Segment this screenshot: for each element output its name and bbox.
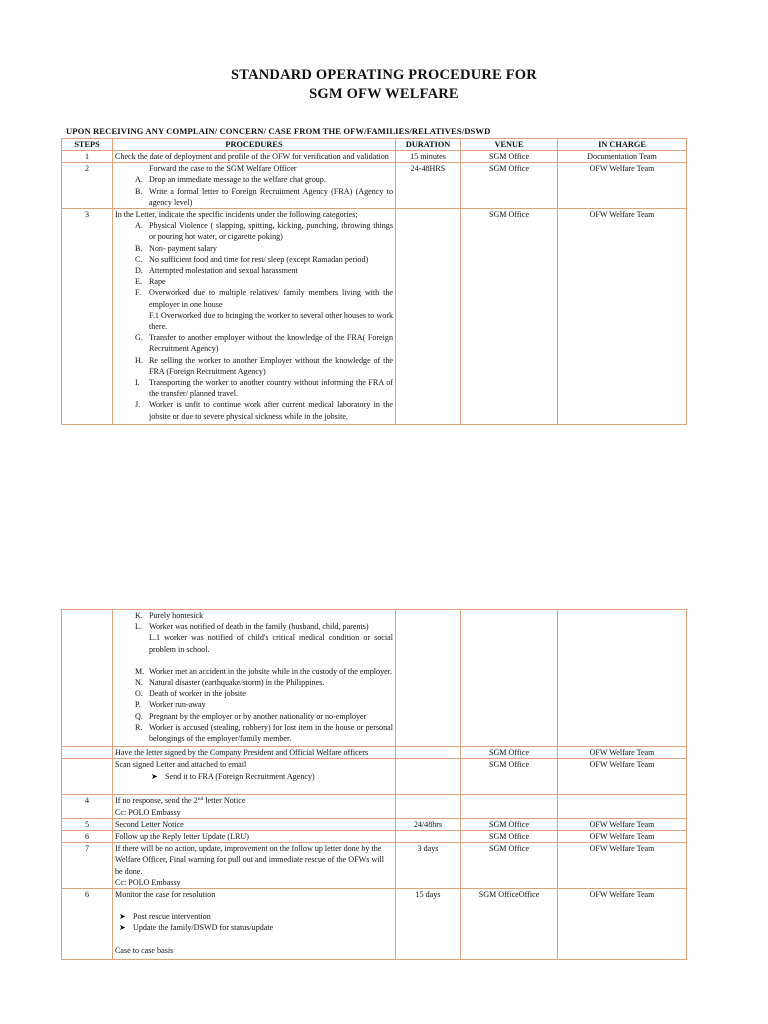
in-charge-cell: OFW Welfare Team — [558, 163, 687, 209]
step-cell: 2 — [62, 163, 113, 209]
duration-cell — [396, 759, 461, 795]
step-cell — [62, 747, 113, 759]
procedure-cell — [113, 163, 396, 209]
list-item-marker: E. — [135, 277, 142, 287]
list-item-text: Worker is unfit to continue work after current medical laboratory in the jobsite or due to severe physical sickness while in the jobsite. — [149, 400, 393, 421]
list-item-text: Transfer to another employer without the knowledge of the FRA( Foreign Recruitment Agency) — [149, 333, 393, 354]
in-charge-cell: OFW Welfare Team — [558, 759, 687, 795]
list-item-text: Worker was notified of death in the family (husband, child, parents) — [149, 622, 369, 632]
procedure-subitem — [115, 922, 393, 933]
sop-table-part2 — [61, 609, 687, 960]
table-row — [62, 795, 687, 818]
cc-line: Cc: POLO Embassy — [115, 807, 181, 817]
list-item-text: Death of worker in the jobsite — [149, 689, 246, 699]
list-item — [135, 186, 393, 208]
list-item-marker: P. — [135, 700, 141, 710]
list-subnote: F.1 Overworked due to bringing the worker to several other houses to work there. — [149, 310, 393, 332]
in-charge-cell — [558, 795, 687, 818]
venue-cell — [461, 610, 558, 747]
procedure-subitem — [115, 911, 393, 922]
procedure-text — [115, 795, 393, 806]
list-item-marker: C. — [135, 254, 143, 264]
procedure-subitem-text: Update the family/DSWD for status/update — [133, 923, 274, 933]
list-item-marker: Q. — [135, 711, 143, 721]
procedure-text: If there will be no action, update, improvement on the follow up letter done by the Welfare Officer, Final warning for pull out and immediate rescue of the OFWs will be done. — [115, 844, 385, 876]
procedure-intro: In the Letter, indicate the specific incidents under the following categories; — [115, 210, 358, 220]
list-item — [135, 377, 393, 399]
list-item-text: Rape — [149, 277, 166, 287]
in-charge-cell: OFW Welfare Team — [558, 843, 687, 889]
duration-cell — [396, 610, 461, 747]
step-cell: 5 — [62, 818, 113, 830]
step-cell — [62, 759, 113, 795]
list-item — [135, 254, 393, 265]
list-item-text: Drop an immediate message to the welfare chat group. — [149, 175, 326, 185]
in-charge-cell: OFW Welfare Team — [558, 747, 687, 759]
in-charge-cell: OFW Welfare Team — [558, 831, 687, 843]
list-item — [135, 722, 393, 744]
procedure-cell — [113, 610, 396, 747]
in-charge-cell — [558, 610, 687, 747]
list-item-marker: G. — [135, 333, 143, 343]
list-item-text: Overworked due to multiple relatives/ family members living with the employer in one house — [149, 288, 393, 309]
list-item-text: Natural disaster (earthquake/storm) in the Philippines. — [149, 678, 325, 688]
table-row — [62, 818, 687, 830]
list-item — [135, 174, 393, 185]
header-steps: STEPS — [62, 139, 113, 151]
table-row — [62, 831, 687, 843]
duration-cell — [396, 747, 461, 759]
list-item-marker: R. — [135, 722, 143, 732]
procedure-subitem-text: Post rescue intervention — [133, 912, 211, 922]
sop-table-part1 — [61, 138, 687, 425]
duration-cell — [396, 831, 461, 843]
list-item-marker: F. — [135, 288, 141, 298]
procedure-footer: Case to case basis — [115, 945, 174, 955]
incident-category-list — [115, 220, 393, 422]
in-charge-cell: Documentation Team — [558, 151, 687, 163]
list-item-marker: L. — [135, 622, 142, 632]
procedure-cell — [113, 889, 396, 960]
page-title-line2: SGM OFW WELFARE — [309, 86, 459, 102]
procedure-cell: Have the letter signed by the Company President and Official Welfare officers — [113, 747, 396, 759]
list-item-text: Pregnant by the employer or by another nationality or no-employer — [149, 711, 367, 721]
venue-cell: SGM Office — [461, 151, 558, 163]
list-subnote: L.1 worker was notified of child's critical medical condition or social problem in school. — [149, 633, 393, 654]
venue-cell: SGM Office — [461, 843, 558, 889]
venue-cell: SGM OfficeOffice — [461, 889, 558, 960]
list-item-text: Physical Violence ( slapping, spitting, kicking, punching, throwing things or pouring hot water, or cigarette poking) — [149, 221, 393, 242]
list-item — [135, 610, 393, 621]
duration-cell: 3 days — [396, 843, 461, 889]
ordinal-superscript: nd — [197, 796, 204, 803]
list-item-marker: B. — [135, 186, 143, 196]
in-charge-cell: OFW Welfare Team — [558, 209, 687, 425]
list-item — [135, 265, 393, 276]
list-item-text: Worker met an accident in the jobsite while in the custody of the employer. — [149, 666, 392, 676]
duration-cell: 15 days — [396, 889, 461, 960]
list-item — [135, 355, 393, 377]
list-item — [135, 666, 393, 677]
list-item-marker: N. — [135, 678, 143, 688]
list-item — [135, 621, 393, 632]
step-cell: 1 — [62, 151, 113, 163]
list-item — [135, 399, 393, 421]
duration-cell: 24-48HRS — [396, 163, 461, 209]
duration-cell — [396, 795, 461, 818]
list-item-marker: J. — [135, 400, 141, 410]
in-charge-cell: OFW Welfare Team — [558, 889, 687, 960]
arrow-bullet-icon: ➤ — [119, 912, 126, 922]
list-item-marker: B. — [135, 243, 143, 253]
header-procedures: PROCEDURES — [113, 139, 396, 151]
table-row — [62, 747, 687, 759]
list-item-text: Re selling the worker to another Employer without the knowledge of the FRA (Foreign Recruitment Agency) — [149, 355, 393, 376]
list-item — [135, 677, 393, 688]
duration-cell — [396, 209, 461, 425]
arrow-bullet-icon: ➤ — [119, 923, 126, 933]
procedure-text-part: letter Notice — [203, 796, 246, 806]
incident-category-list-continued — [115, 610, 393, 744]
venue-cell: SGM Office — [461, 747, 558, 759]
list-item-marker: A. — [135, 175, 143, 185]
table-row — [62, 843, 687, 889]
list-item — [135, 220, 393, 242]
step-cell: 4 — [62, 795, 113, 818]
venue-cell — [461, 795, 558, 818]
list-item — [135, 699, 393, 710]
step-cell: 7 — [62, 843, 113, 889]
procedure-subitem-text: Send it to FRA (Foreign Recruitment Agency) — [165, 771, 315, 781]
in-charge-cell: OFW Welfare Team — [558, 818, 687, 830]
table-row — [62, 759, 687, 795]
procedure-cell — [113, 209, 396, 425]
table-row — [62, 610, 687, 747]
procedure-cell — [113, 759, 396, 795]
venue-cell: SGM Office — [461, 759, 558, 795]
procedure-text: Monitor the case for resolution — [115, 890, 216, 900]
procedure-cell: Follow up the Reply letter Update (LRU) — [113, 831, 396, 843]
table-header-row — [62, 139, 687, 151]
procedure-cell: Check the date of deployment and profile of the OFW for verification and validation — [113, 151, 396, 163]
list-item — [135, 287, 393, 309]
list-item-text: Attempted molestation and sexual harassment — [149, 266, 298, 276]
venue-cell: SGM Office — [461, 831, 558, 843]
procedure-text-part: If no response, send the 2 — [115, 796, 198, 806]
duration-cell: 15 minutes — [396, 151, 461, 163]
venue-cell: SGM Office — [461, 163, 558, 209]
list-item-marker: K. — [135, 611, 143, 620]
step-cell — [62, 610, 113, 747]
procedure-intro: Forward the case to the SGM Welfare Officer — [149, 164, 297, 174]
list-item-text: Worker run-away — [149, 700, 206, 710]
header-venue: VENUE — [461, 139, 558, 151]
list-item-text: Purely homesick — [149, 611, 204, 620]
page-title-line1: STANDARD OPERATING PROCEDURE FOR — [231, 67, 537, 83]
list-item-text: Non- payment salary — [149, 243, 217, 253]
list-item — [135, 332, 393, 354]
procedure-cell: Second Letter Notice — [113, 818, 396, 830]
list-item-marker: A. — [135, 221, 143, 231]
table-row — [62, 209, 687, 425]
cc-line: Cc: POLO Embassy — [115, 877, 181, 887]
header-duration: DURATION — [396, 139, 461, 151]
list-item-text: Write a formal letter to Foreign Recruitment Agency (FRA) (Agency to agency level) — [149, 186, 393, 207]
venue-cell: SGM Office — [461, 818, 558, 830]
list-item-marker: I. — [135, 378, 140, 388]
list-item-marker: H. — [135, 355, 143, 365]
duration-cell: 24/48hrs — [396, 818, 461, 830]
step-cell: 6 — [62, 831, 113, 843]
list-item — [135, 276, 393, 287]
table-row — [62, 163, 687, 209]
list-item — [135, 688, 393, 699]
procedure-text: Scan signed Letter and attached to email — [115, 760, 247, 770]
arrow-bullet-icon: ➤ — [151, 771, 158, 781]
list-item-marker: D. — [135, 266, 143, 276]
list-item — [135, 243, 393, 254]
step-cell: 6 — [62, 889, 113, 960]
list-item-text: Transporting the worker to another country without informing the FRA of the transfer/ planned travel. — [149, 378, 393, 399]
list-item — [135, 711, 393, 722]
list-item-text: No sufficient food and time for rest/ sleep (except Ramadan period) — [149, 254, 369, 264]
step-cell: 3 — [62, 209, 113, 425]
table-row — [62, 151, 687, 163]
header-in-charge: IN CHARGE — [558, 139, 687, 151]
list-item-text: Worker is accused (stealing, robbery) for lost item in the house or personal belongings of the employer/family member. — [149, 722, 393, 744]
table-row — [62, 889, 687, 960]
venue-cell: SGM Office — [461, 209, 558, 425]
list-item-marker: O. — [135, 689, 143, 699]
procedure-cell — [113, 843, 396, 889]
procedure-cell — [113, 795, 396, 818]
list-item-marker: M. — [135, 666, 145, 676]
procedure-list — [115, 174, 393, 208]
procedure-subitem — [115, 771, 393, 782]
section-subheading: UPON RECEIVING ANY COMPLAIN/ CONCERN/ CASE FROM THE OFW/FAMILIES/RELATIVES/DSWD — [66, 126, 491, 136]
